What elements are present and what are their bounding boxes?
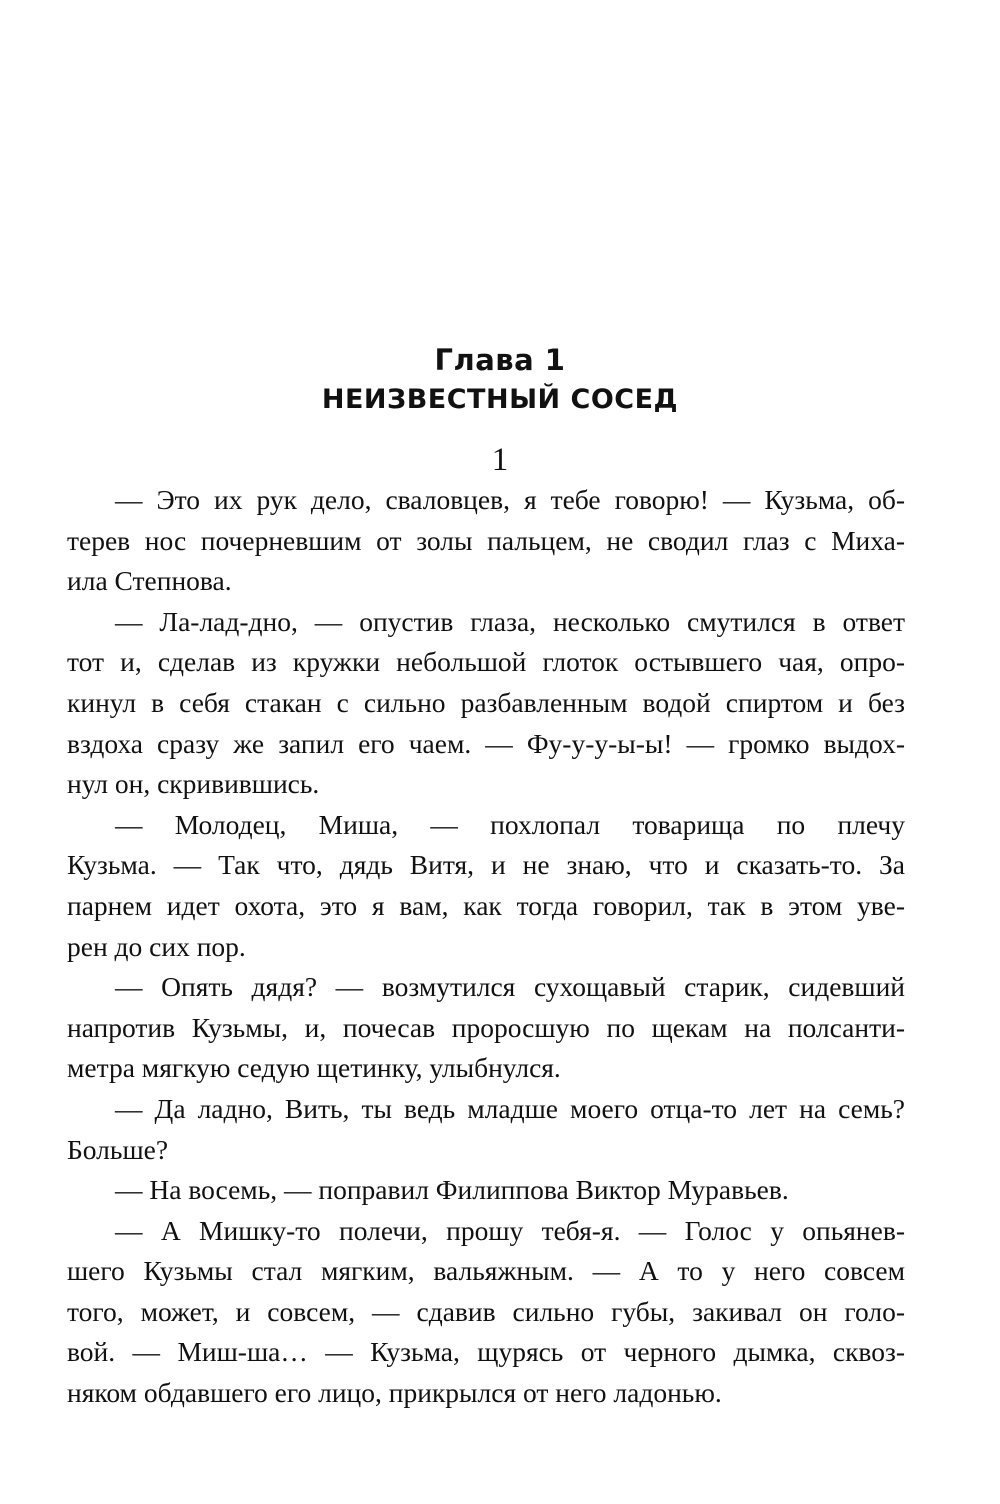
text-line: — А Мишку-то полечи, прошу тебя-я. — Голос у опьянев- [115, 1214, 905, 1246]
paragraph [67, 805, 905, 967]
text-line: — На восемь, — поправил Филиппова Виктор Муравьев. [115, 1174, 789, 1206]
paragraph [67, 480, 905, 602]
paragraph [67, 967, 905, 1089]
text-line: ила Степнова. [67, 565, 232, 597]
paragraph [67, 1211, 905, 1414]
paragraph [67, 1089, 905, 1170]
text-line: кинул в себя стакан с сильно разбавленным водой спиртом и без [67, 686, 905, 718]
chapter-title: НЕИЗВЕСТНЫЙ СОСЕД [321, 384, 679, 415]
text-line: — Это их рук дело, сваловцев, я тебе говорю! — Кузьма, об- [115, 484, 905, 515]
text-line: — Молодец, Миша, — похлопал товарища по плечу [115, 808, 905, 840]
text-line: метра мягкую седую щетинку, улыбнулся. [67, 1052, 561, 1084]
text-line: няком обдавшего его лицо, прикрылся от него ладонью. [67, 1377, 722, 1409]
chapter-header [0, 340, 1000, 420]
text-line: вой. — Миш-ша… — Кузьма, щурясь от черного дымка, сквоз- [67, 1336, 905, 1368]
text-line: вздоха сразу же запил его чаем. — Фу-у-у-ы-ы! — громко выдох- [67, 727, 905, 759]
text-line: — Опять дядя? — возмутился сухощавый старик, сидевший [115, 971, 905, 1003]
text-line: — Да ладно, Вить, ты ведь младше моего отца-то лет на семь? [115, 1092, 905, 1124]
text-line: терев нос почерневшим от золы пальцем, не сводил глаз с Миха- [67, 524, 905, 556]
text-line: парнем идет охота, это я вам, как тогда говорил, так в этом уве- [67, 889, 905, 921]
text-line: тот и, сделав из кружки небольшой глоток остывшего чая, опро- [67, 646, 905, 678]
paragraph [67, 602, 905, 805]
text-line: того, может, и совсем, — сдавив сильно губы, закивал он голо- [67, 1295, 905, 1327]
text-line: нул он, скривившись. [67, 768, 320, 800]
text-line: Кузьма. — Так что, дядь Витя, и не знаю, что и сказать-то. За [67, 849, 905, 881]
text-line: напротив Кузьмы, и, почесав проросшую по щекам на полсанти- [67, 1011, 905, 1043]
chapter-label: Глава 1 [434, 343, 566, 377]
text-line: рен до сих пор. [67, 930, 246, 962]
text-line: — Ла-лад-дно, — опустив глаза, несколько смутился в ответ [115, 605, 905, 637]
paragraph [67, 1170, 905, 1211]
section-number: 1 [491, 442, 509, 478]
text-line: шего Кузьмы стал мягким, вальяжным. — А то у него совсем [67, 1255, 905, 1287]
chapter-text [67, 480, 905, 1414]
text-line: Больше? [67, 1133, 169, 1165]
